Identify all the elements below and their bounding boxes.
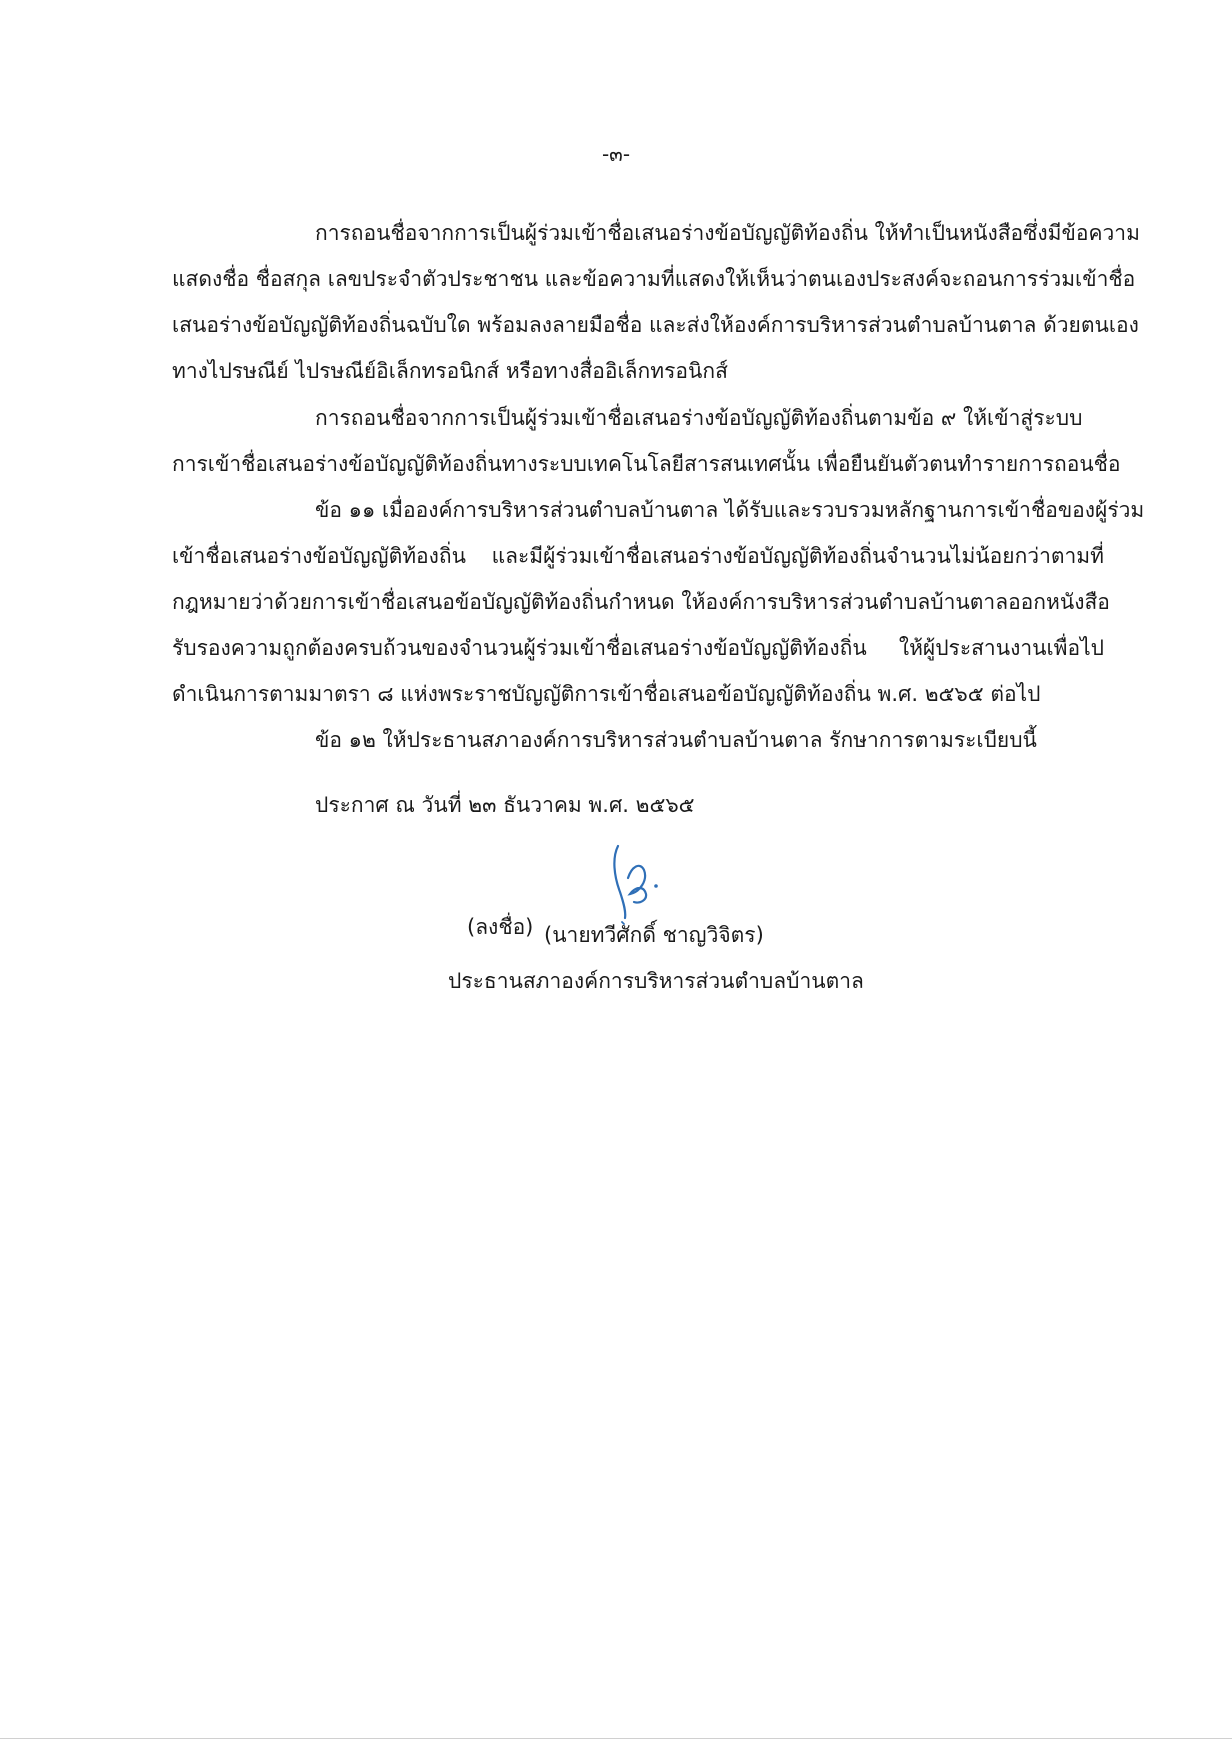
paragraph-1-line-2: แสดงชื่อ ชื่อสกุล เลขประจำตัวประชาชน และข้อความที่แสดงให้เห็นว่าตนเองประสงค์จะถอนการร่วมเข้าชื่อ [172,267,1136,291]
handwritten-signature-icon [600,836,670,926]
paragraph-2-line-2: การเข้าชื่อเสนอร่างข้อบัญญัติท้องถิ่นทางระบบเทคโนโลยีสารสนเทศนั้น เพื่อยืนยันตัวตนทำรายการถอนชื่อ [172,452,1121,476]
paragraph-1-line-3: เสนอร่างข้อบัญญัติท้องถิ่นฉบับใด พร้อมลงลายมือชื่อ และส่งให้องค์การบริหารส่วนตำบลบ้านตาล ด้วยตนเอง [172,313,1139,337]
signed-label: (ลงชื่อ) [467,915,534,939]
clause-12-line-1: ข้อ ๑๒ ให้ประธานสภาองค์การบริหารส่วนตำบลบ้านตาล รักษาการตามระเบียบนี้ [315,728,1037,752]
clause-11-line-4: รับรองความถูกต้องครบถ้วนของจำนวนผู้ร่วมเข้าชื่อเสนอร่างข้อบัญญัติท้องถิ่น ให้ผู้ประสานงานเพื่อไป [172,636,1104,660]
paragraph-1-line-1: การถอนชื่อจากการเป็นผู้ร่วมเข้าชื่อเสนอร่างข้อบัญญัติท้องถิ่น ให้ทำเป็นหนังสือซึ่งมีข้อความ [315,221,1140,245]
paragraph-1-line-4: ทางไปรษณีย์ ไปรษณีย์อิเล็กทรอนิกส์ หรือทางสื่ออิเล็กทรอนิกส์ [172,359,728,383]
clause-11-line-5: ดำเนินการตามมาตรา ๘ แห่งพระราชบัญญัติการเข้าชื่อเสนอข้อบัญญัติท้องถิ่น พ.ศ. ๒๕๖๕ ต่อไป [172,682,1041,706]
clause-11-line-1: ข้อ ๑๑ เมื่อองค์การบริหารส่วนตำบลบ้านตาล ได้รับและรวบรวมหลักฐานการเข้าชื่อของผู้ร่วม [315,498,1145,522]
announcement-date: ประกาศ ณ วันที่ ๒๓ ธันวาคม พ.ศ. ๒๕๖๕ [315,793,695,817]
clause-11-line-2: เข้าชื่อเสนอร่างข้อบัญญัติท้องถิ่น และมีผู้ร่วมเข้าชื่อเสนอร่างข้อบัญญัติท้องถิ่นจำนวนไม่น้อยกว่าตามที่ [172,544,1104,568]
paragraph-2-line-1: การถอนชื่อจากการเป็นผู้ร่วมเข้าชื่อเสนอร่างข้อบัญญัติท้องถิ่นตามข้อ ๙ ให้เข้าสู่ระบบ [315,406,1083,430]
clause-11-line-3: กฎหมายว่าด้วยการเข้าชื่อเสนอข้อบัญญัติท้องถิ่นกำหนด ให้องค์การบริหารส่วนตำบลบ้านตาลออกหนังสือ [172,590,1110,614]
signer-name: (นายทวีศักดิ์ ชาญวิจิตร) [544,923,764,947]
signer-title: ประธานสภาองค์การบริหารส่วนตำบลบ้านตาล [448,969,864,993]
page-bottom-edge [0,1738,1232,1739]
page-number: -๓- [601,142,631,166]
